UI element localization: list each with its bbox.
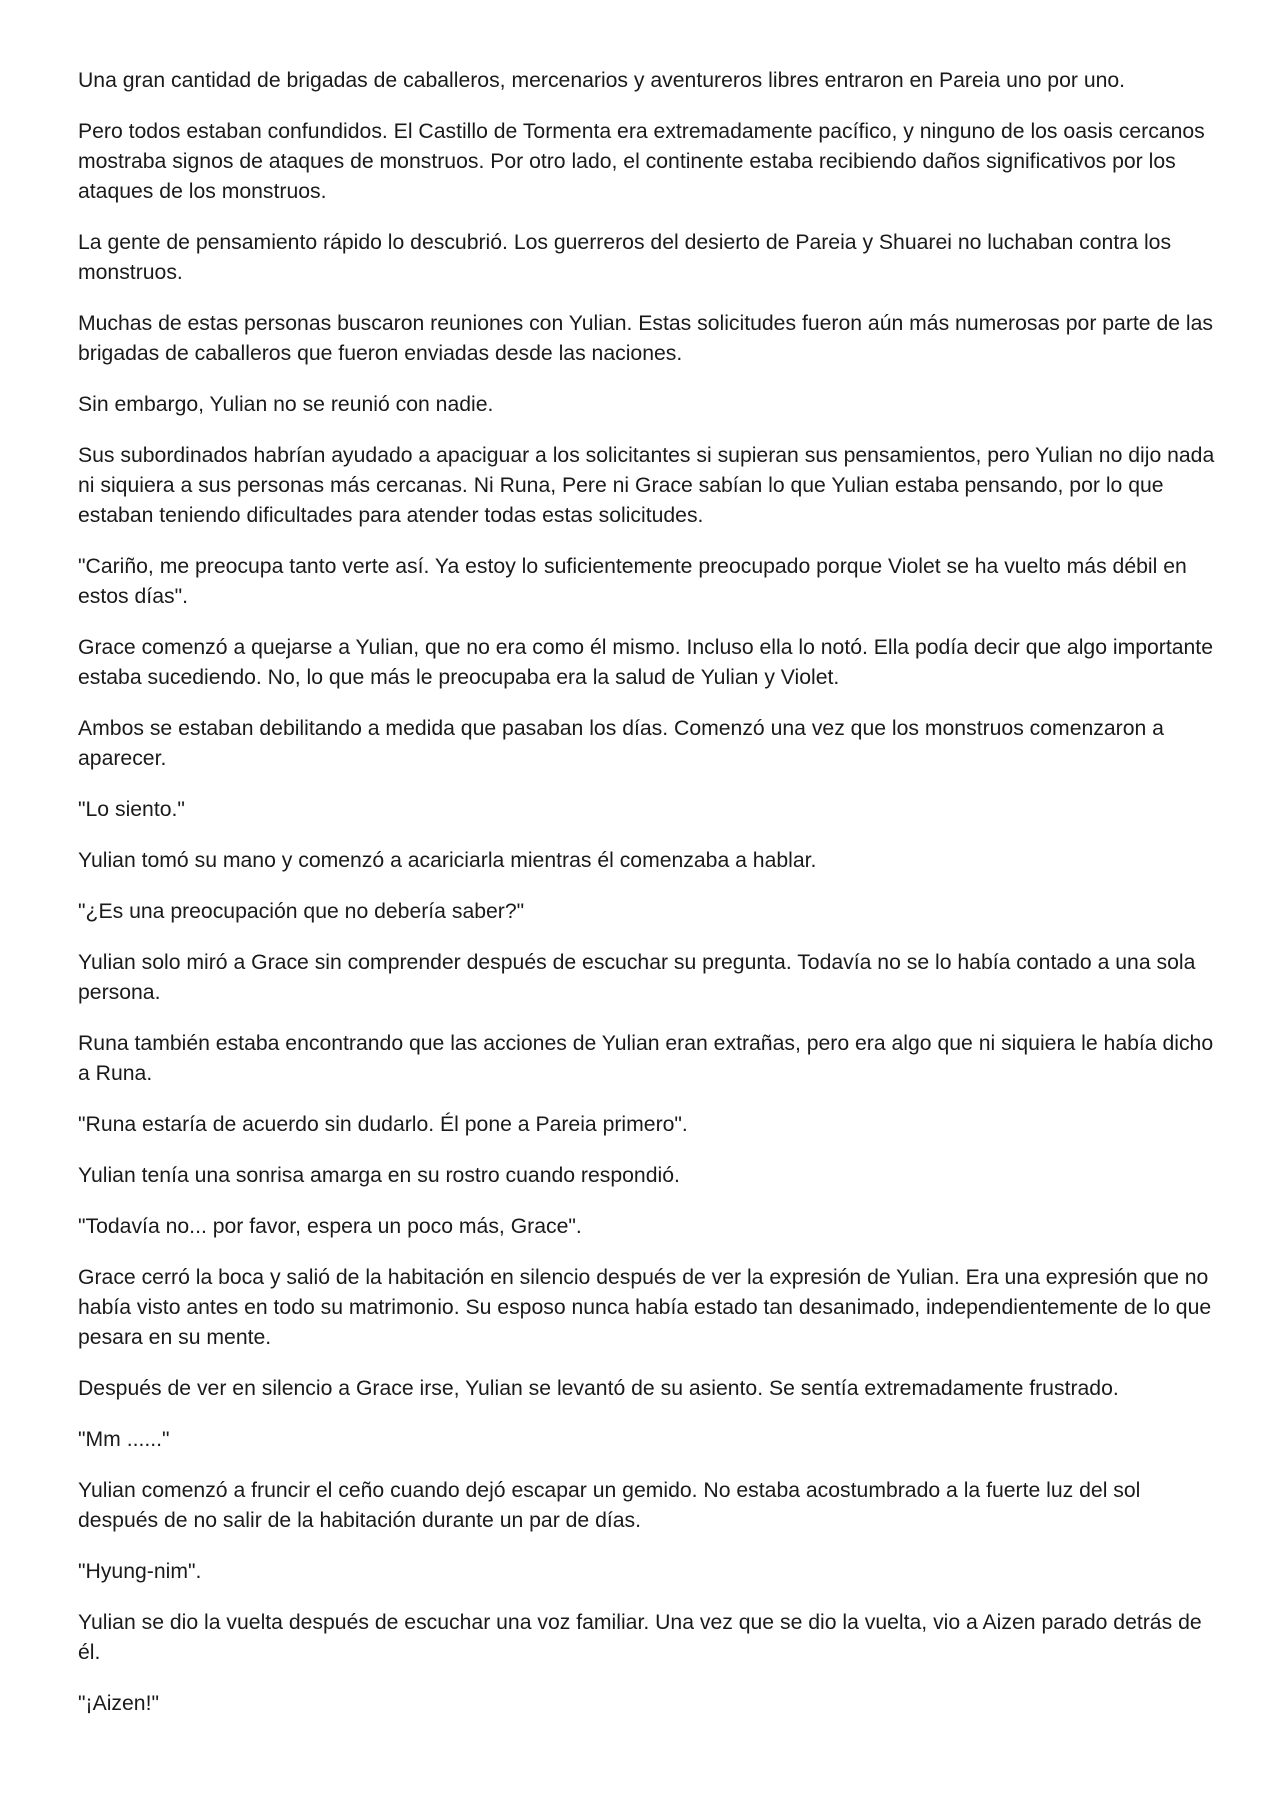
paragraph: Pero todos estaban confundidos. El Castillo de Tormenta era extremadamente pacífico, y ninguno de los oasis cercanos mostraba signos de ataques de monstruos. Por otro lado, el continente estaba recibiendo daños significativos por los ataques de los monstruos. bbox=[78, 120, 1205, 203]
paragraph: "Mm ......" bbox=[78, 1428, 170, 1451]
paragraph: Después de ver en silencio a Grace irse, Yulian se levantó de su asiento. Se sentía extremadamente frustrado. bbox=[78, 1377, 1119, 1400]
paragraph: Sus subordinados habrían ayudado a apaciguar a los solicitantes si supieran sus pensamientos, pero Yulian no dijo nada ni siquiera a sus personas más cercanas. Ni Runa, Pere ni Grace sabían lo que Yulian estaba pensando, por lo que estaban teniendo dificultades para atender todas estas solicitudes. bbox=[78, 444, 1215, 527]
paragraph: Runa también estaba encontrando que las acciones de Yulian eran extrañas, pero era algo que ni siquiera le había dicho a Runa. bbox=[78, 1032, 1214, 1085]
paragraph: "Hyung-nim". bbox=[78, 1560, 202, 1583]
paragraph: Yulian comenzó a fruncir el ceño cuando dejó escapar un gemido. No estaba acostumbrado a la fuerte luz del sol después de no salir de la habitación durante un par de días. bbox=[78, 1479, 1141, 1532]
paragraph: Grace cerró la boca y salió de la habitación en silencio después de ver la expresión de Yulian. Era una expresión que no había visto antes en todo su matrimonio. Su esposo nunca había estado tan desanimado, independientemente de lo que pesara en su mente. bbox=[78, 1266, 1212, 1349]
paragraph: "Lo siento." bbox=[78, 798, 185, 821]
paragraph: "Cariño, me preocupa tanto verte así. Ya estoy lo suficientemente preocupado porque Violet se ha vuelto más débil en estos días". bbox=[78, 555, 1187, 608]
paragraph: Muchas de estas personas buscaron reuniones con Yulian. Estas solicitudes fueron aún más numerosas por parte de las brigadas de caballeros que fueron enviadas desde las naciones. bbox=[78, 312, 1213, 365]
paragraph: "Runa estaría de acuerdo sin dudarlo. Él pone a Pareia primero". bbox=[78, 1113, 688, 1136]
paragraph: Una gran cantidad de brigadas de caballeros, mercenarios y aventureros libres entraron en Pareia uno por uno. bbox=[78, 69, 1126, 92]
paragraph: Yulian solo miró a Grace sin comprender después de escuchar su pregunta. Todavía no se lo había contado a una sola persona. bbox=[78, 951, 1196, 1004]
paragraph: Yulian se dio la vuelta después de escuchar una voz familiar. Una vez que se dio la vuelta, vio a Aizen parado detrás de él. bbox=[78, 1611, 1202, 1664]
paragraph: "¡Aizen!" bbox=[78, 1692, 159, 1715]
paragraph: Yulian tenía una sonrisa amarga en su rostro cuando respondió. bbox=[78, 1164, 680, 1187]
paragraph: La gente de pensamiento rápido lo descubrió. Los guerreros del desierto de Pareia y Shuarei no luchaban contra los monstruos. bbox=[78, 231, 1172, 284]
document-body bbox=[78, 66, 1218, 1740]
paragraph: Yulian tomó su mano y comenzó a acariciarla mientras él comenzaba a hablar. bbox=[78, 849, 817, 872]
paragraph: "¿Es una preocupación que no debería saber?" bbox=[78, 900, 525, 923]
paragraph: "Todavía no... por favor, espera un poco más, Grace". bbox=[78, 1215, 582, 1238]
paragraph: Sin embargo, Yulian no se reunió con nadie. bbox=[78, 393, 494, 416]
paragraph: Ambos se estaban debilitando a medida que pasaban los días. Comenzó una vez que los monstruos comenzaron a aparecer. bbox=[78, 717, 1164, 770]
paragraph: Grace comenzó a quejarse a Yulian, que no era como él mismo. Incluso ella lo notó. Ella podía decir que algo importante estaba sucediendo. No, lo que más le preocupaba era la salud de Yulian y Violet. bbox=[78, 636, 1213, 689]
